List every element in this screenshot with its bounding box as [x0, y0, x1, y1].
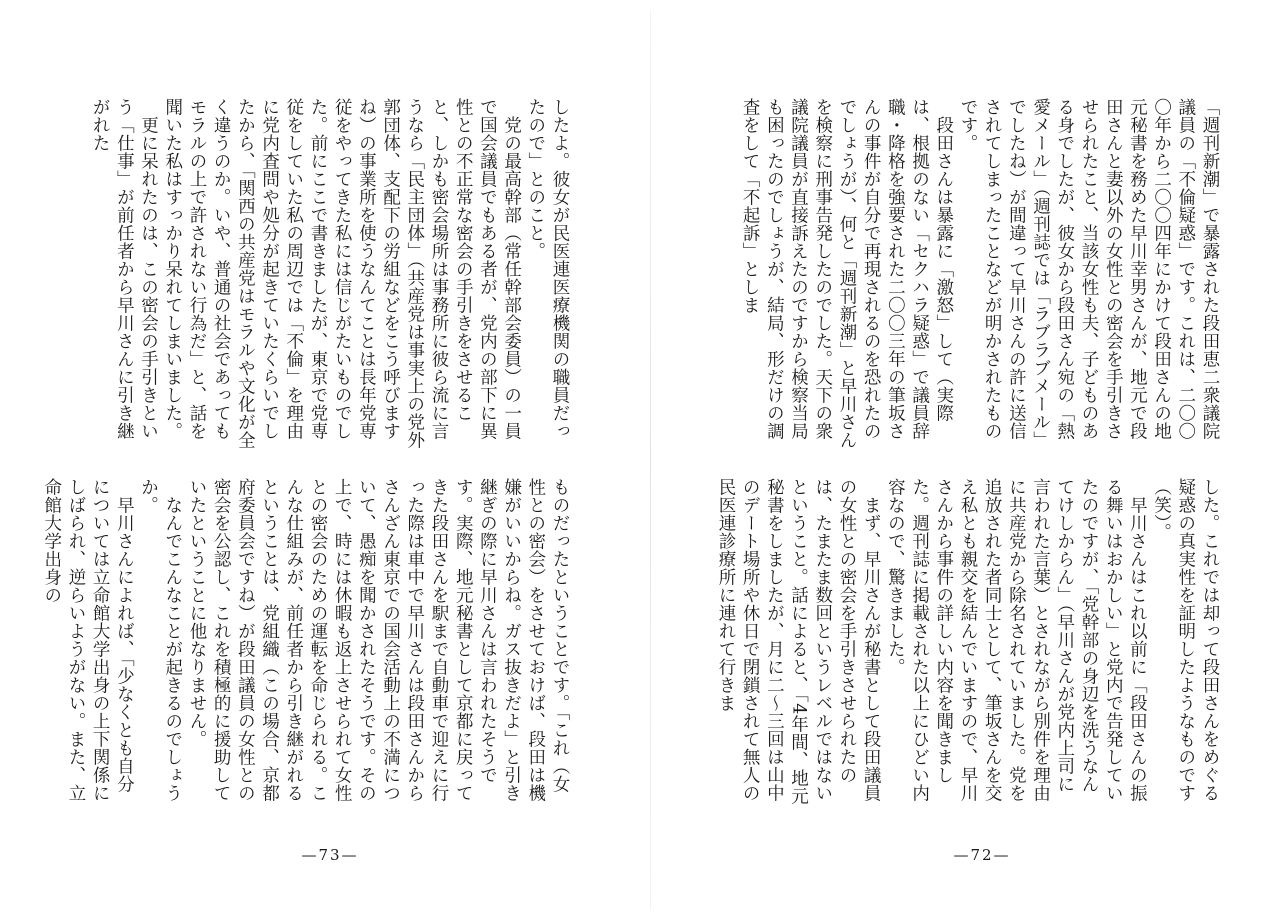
- paragraph: 更に呆れたのは、この密会の手引きという「仕事」が前任者から早川さんに引き継がれた: [90, 98, 159, 440]
- paragraph: した。これでは却って段田さんをめぐる疑惑の真実性を証明したようなものです（笑）。: [1151, 478, 1220, 802]
- paragraph: 段田さんは暴露に「激怒」して（実際は、根拠のない「セクハラ疑惑」で議員辞職・降格を強要された二〇〇三年の筆坂さんの事件が自分で再現されるのを恐れたのでしょうが）、何と「週刊新潮」と早川さんを検察に刑事告発したのでした。天下の衆議院議員が直接訴えたのですから検察当局も困ったのでしょうが、結局、形だけの調査をして「不起訴」としま: [740, 98, 954, 450]
- page-72-lower-text: [715, 478, 1222, 810]
- page-73-upper-text: [90, 98, 572, 456]
- paragraph: 「週刊新潮」で暴露された段田恵二衆議院議員の「不倫疑惑」です。これは、二〇〇〇年から二〇〇四年にかけて段田さんの地元秘書を務めた早川幸男さんが、地元で段田さんと妻以外の女性との密会を手引きさせられたこと、当該女性も夫、子どものある身でしたが、彼女から段田さん宛の「熱愛メール」（週刊誌では「ラブラブメール」でしたね）が間違って早川さんの許に送信されてしまったことなどが明かされたものです。: [957, 98, 1220, 450]
- paragraph: 早川さんはこれ以前に「段田さんの振る舞いはおかしい」と党内で告発していたのですが、「党幹部の身辺を洗うなんてけしからん」（早川さんが党内上司に言われた言葉）とされながら別件を理由に共産党から除名されていました。党を追放された者同士として、筆坂さんを交え私とも親交を結んでいますので、早川さんから事件の詳しい内容を聞きました。週刊誌に掲載された以上にひどい内容なので、驚きました。: [885, 478, 1148, 802]
- page-72: [640, 0, 1280, 921]
- page-number: —73—: [301, 846, 359, 864]
- paragraph: したよ。彼女が民医連医療機関の職員だったので」とのこと。: [525, 98, 570, 440]
- paragraph: 党の最高幹部（常任幹部会委員）の一員で国会議員でもある者が、党内の部下に異性との不正常な密会の手引きをさせること、しかも密会場所は事務所に彼ら流に言うなら「民主団体」（共産党は事実上の党外郭団体、支配下の労組などをこう呼びますね）の事業所を使うなんてことは長年党専従をやってきた私には信じがたいものでした。前にここで書きましたが、東京で党専従をしていた私の周辺では「不倫」を理由に党内査問や処分が起きていたくらいでしたから、「関西の共産党はモラルや文化が全く違うのか。いや、普通の社会であってもモラルの上で許されない行為だ」と、話を聞いた私はすっかり呆れてしまいました。: [162, 98, 522, 450]
- page-number: —72—: [953, 846, 1011, 864]
- paragraph: ものだったということです。「これ（女性との密会）をさせておけば、段田は機嫌がいいからね。ガス抜きだよ」と引き継ぎの際に早川さんは言われたそうです。実際、地元秘書として京都に戻ってきた段田さんを駅まで自動車で迎えに行った際は車中で早川さんは段田さんからさんざん東京での国会活動上の不満について、愚痴を聞かされたそうです。その上で、時には休暇も返上させられて女性との密会のための運転を命じられる。こんな仕組みが、前任者から引き継がれるということは、党組織（この場合、京都府委員会ですね）が段田議員の女性との密会を公認し、これを積極的に援助していたということに他なりません。: [186, 478, 570, 802]
- page-73-lower-text: [41, 478, 572, 810]
- paragraph: 早川さんによれば、「少なくとも自分については立命館大学出身の上下関係にしばられ、逆らいようがない。また、立命館大学出身の: [41, 478, 135, 802]
- paragraph: なんでこんなことが起きるのでしょうか。: [138, 478, 183, 802]
- paragraph: まず、早川さんが秘書として段田議員の女性との密会を手引きさせられたのは、たまたま数回というレベルではないということ。話によると、「4年間、地元秘書をしましたが、月に二～三回は山中のデート場所や休日で閉鎖されて無人の民医連診療所に連れて行きま: [715, 478, 882, 805]
- page-72-upper-text: [740, 98, 1222, 456]
